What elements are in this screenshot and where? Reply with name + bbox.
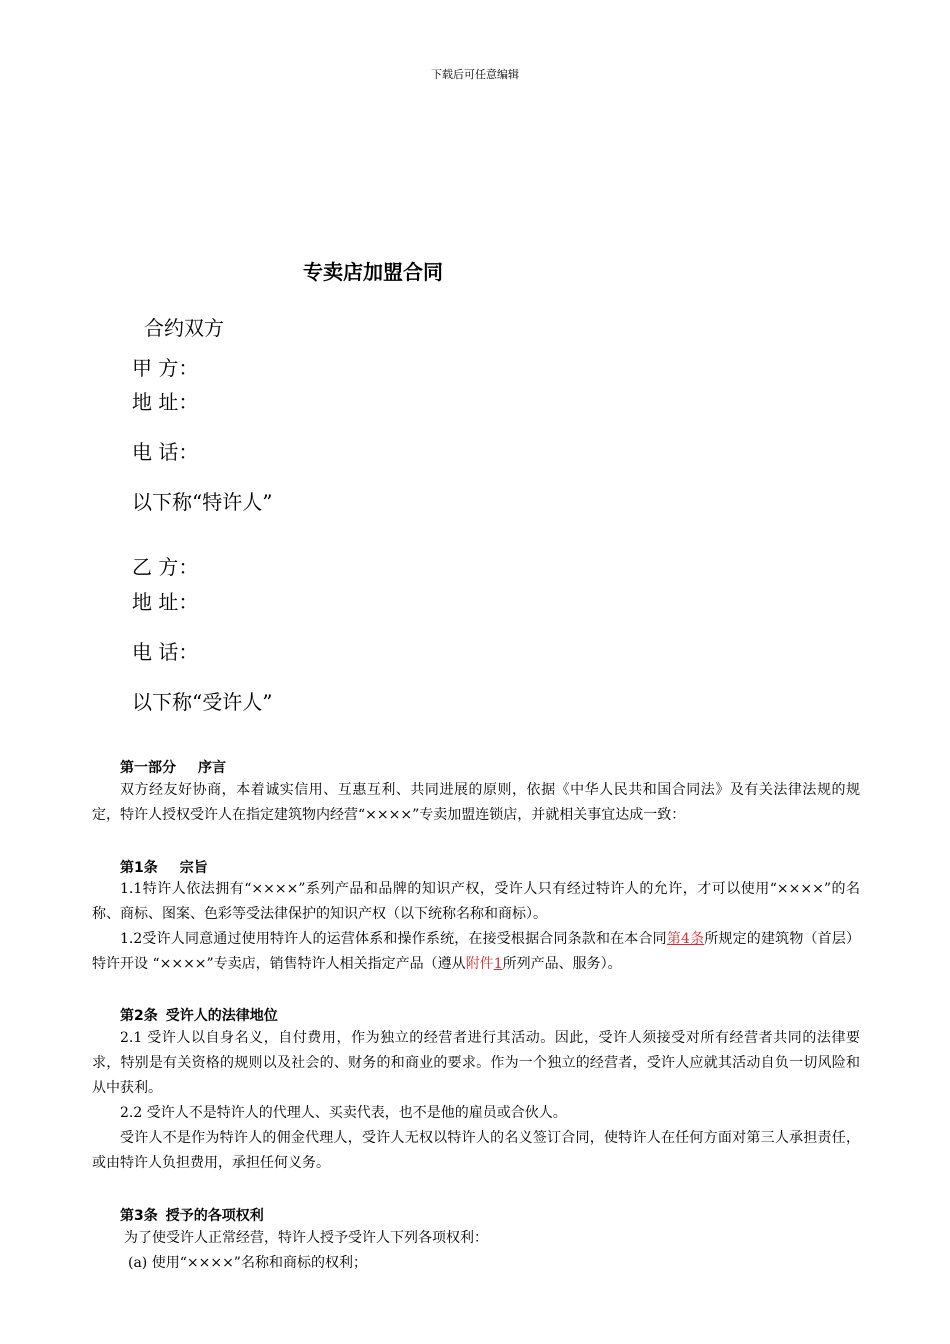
article3-heading-title: 授予的各项权利	[165, 1208, 264, 1224]
article1-heading-title: 宗旨	[179, 860, 208, 876]
party-a-phone: 电 话：	[132, 440, 199, 464]
part1-heading	[120, 757, 226, 777]
document-title: 专卖店加盟合同	[303, 260, 443, 284]
article3-paragraph-1: 为了使受许人正常经营，特许人授予受许人下列各项权利：	[124, 1230, 488, 1246]
party-b-label: 乙 方：	[132, 555, 199, 579]
party-b-alias: 以下称“受许人”	[132, 690, 273, 714]
appendix-reference-number[interactable]: 1	[493, 956, 503, 972]
article3-paragraph-2: (a) 使用“××××”名称和商标的权利；	[128, 1255, 367, 1271]
party-b-address: 地 址：	[132, 590, 199, 614]
article2-heading-title: 受许人的法律地位	[165, 1008, 278, 1024]
article2-heading-number: 第2条	[120, 1008, 158, 1024]
article1-p2-text-b: 所规定的建筑物（首层）特许开设 “××××”专卖店，销售特许人相关指定产品（遵从	[92, 931, 861, 972]
part1-heading-title: 序言	[198, 760, 226, 776]
article2-paragraph-1: 2.1 受许人以自身名义，自付费用，作为独立的经营者进行其活动。因此，受许人须接受对所有经营者共同的法律要求，特别是有关资格的规则以及社会的、财务的和商业的要求。作为一个独立的经营者，受许人应就其活动自负一切风险和从中获利。	[92, 1030, 860, 1096]
article4-reference-link[interactable]: 第4条	[666, 931, 705, 947]
parties-heading: 合约双方	[144, 316, 224, 340]
party-b-phone: 电 话：	[132, 640, 199, 664]
part1-paragraph: 双方经友好协商，本着诚实信用、互惠互利、共同进展的原则，依据《中华人民共和国合同法》及有关法律法规的规定，特许人授权受许人在指定建筑物内经营“××××”专卖加盟连锁店，并就相关事宜达成一致：	[92, 782, 860, 823]
part1-heading-number: 第一部分	[120, 760, 176, 776]
article1-paragraph-2	[92, 927, 860, 977]
article3-heading-number: 第3条	[120, 1208, 158, 1224]
article1-p2-text-a: 1.2受许人同意通过使用特许人的运营体系和操作系统，在接受根据合同条款和在本合同	[120, 931, 667, 947]
article2-heading	[120, 1005, 278, 1025]
party-a-address: 地 址：	[132, 390, 199, 414]
article3-heading	[120, 1205, 264, 1225]
party-a-label: 甲 方：	[132, 356, 199, 380]
article1-paragraph-1: 1.1特许人依法拥有“××××”系列产品和品牌的知识产权，受许人只有经过特许人的允许，才可以使用“××××”的名称、商标、图案、色彩等受法律保护的知识产权（以下统称名称和商标）。	[92, 881, 860, 922]
appendix-reference-label[interactable]: 附件	[465, 956, 494, 972]
article2-paragraph-2: 2.2 受许人不是特许人的代理人、买卖代表，也不是他的雇员或合伙人。	[120, 1105, 567, 1121]
article1-heading-number: 第1条	[120, 860, 158, 876]
article1-heading	[120, 857, 208, 877]
party-a-alias: 以下称“特许人”	[132, 490, 273, 514]
article2-paragraph-3: 受许人不是作为特许人的佣金代理人，受许人无权以特许人的名义签订合同，使特许人在任何方面对第三人承担责任，或由特许人负担费用，承担任何义务。	[92, 1130, 860, 1171]
header-note: 下载后可任意编辑	[431, 68, 519, 81]
article1-p2-text-c: 所列产品、服务）。	[502, 956, 622, 972]
